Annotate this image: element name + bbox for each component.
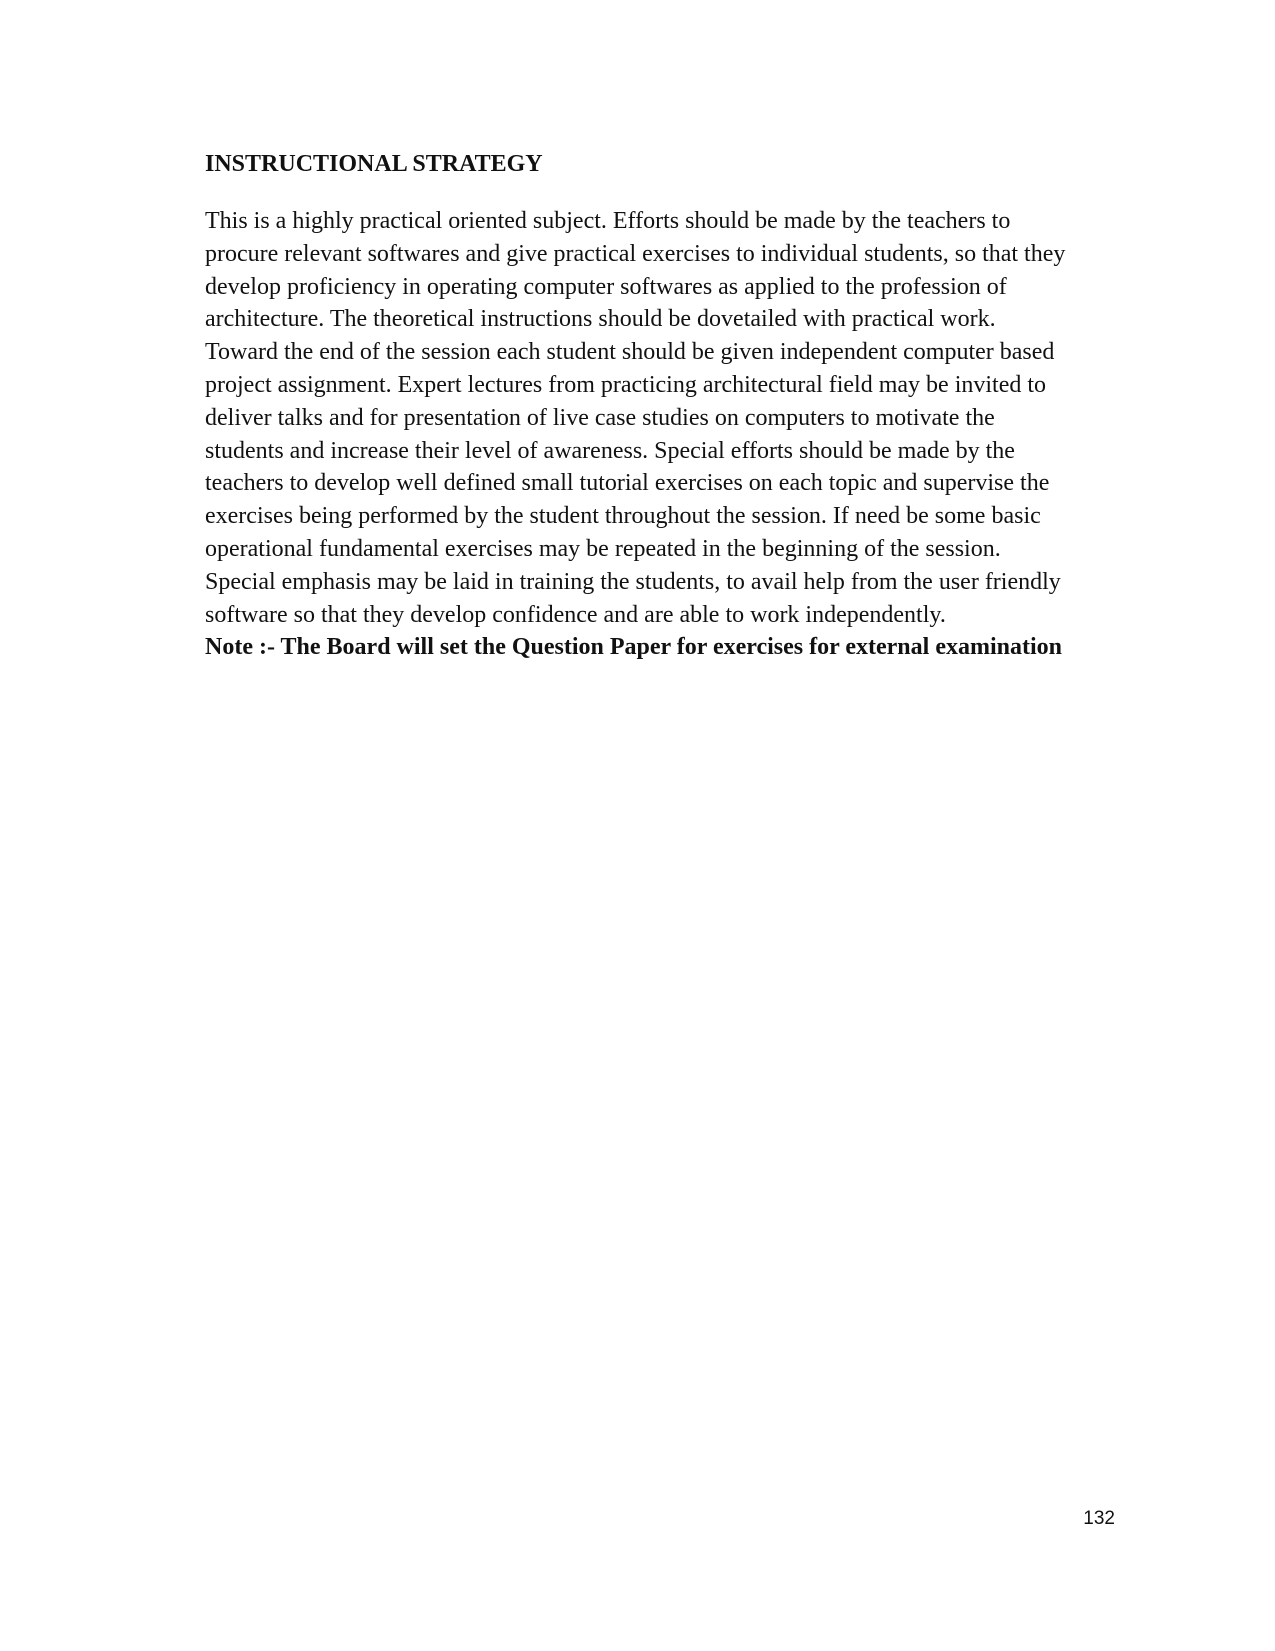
paragraph-line: teachers to develop well defined small tutorial exercises on each topic and supervise the bbox=[205, 470, 1050, 497]
section-heading: INSTRUCTIONAL STRATEGY bbox=[205, 151, 543, 177]
paragraph-line: architecture. The theoretical instructions should be dovetailed with practical work. bbox=[205, 306, 996, 333]
paragraph-line: deliver talks and for presentation of live case studies on computers to motivate the bbox=[205, 404, 995, 431]
paragraph-line: software so that they develop confidence and are able to work independently. bbox=[205, 601, 946, 628]
paragraph-line: develop proficiency in operating computer softwares as applied to the profession of bbox=[205, 273, 1007, 300]
paragraph-line: procure relevant softwares and give practical exercises to individual students, so that they bbox=[205, 240, 1066, 267]
paragraph-line: project assignment. Expert lectures from practicing architectural field may be invited to bbox=[205, 371, 1047, 398]
page-number: 132 bbox=[1083, 1508, 1115, 1529]
paragraph-line: Special emphasis may be laid in training the students, to avail help from the user friendly bbox=[205, 568, 1061, 595]
paragraph-line: This is a highly practical oriented subject. Efforts should be made by the teachers to bbox=[205, 208, 1011, 234]
board-note: Note :- The Board will set the Question Paper for exercises for external examination bbox=[205, 634, 1062, 661]
paragraph-line: students and increase their level of awareness. Special efforts should be made by the bbox=[205, 437, 1015, 464]
paragraph-line: operational fundamental exercises may be repeated in the beginning of the session. bbox=[205, 535, 1001, 562]
paragraph-line: exercises being performed by the student throughout the session. If need be some basic bbox=[205, 503, 1041, 530]
paragraph-line: Toward the end of the session each student should be given independent computer based bbox=[205, 339, 1055, 366]
instructional-strategy-paragraph bbox=[205, 205, 1125, 664]
